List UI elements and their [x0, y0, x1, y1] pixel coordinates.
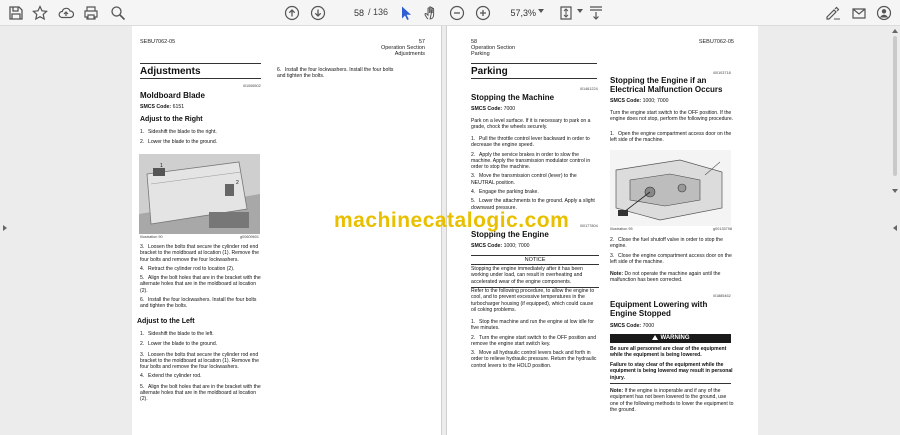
mail-icon[interactable]: [848, 2, 870, 24]
scroll-down-arrow-icon[interactable]: [892, 189, 898, 193]
fit-page-icon[interactable]: [555, 2, 577, 24]
figure-caption: Illustration 95: [610, 227, 633, 231]
elec-steps-2: 2. Close the fuel shutoff valve in order to stop the engine. 3. Close the engine compartment access door on the left side of the machine.: [610, 237, 732, 265]
account-icon[interactable]: [873, 2, 895, 24]
warning-triangle-icon: [652, 335, 658, 340]
figure-ref: g00133798: [713, 227, 733, 231]
section-title: Adjustments: [140, 66, 201, 77]
ref-code-elec: i00103718: [713, 71, 731, 75]
scroll-thumb[interactable]: [893, 36, 897, 176]
elec-note: Note: Do not operate the machine again until the malfunction has been corrected.: [610, 271, 721, 284]
lower-note: Note: If the engine is inoperable and if any of the equipment has not been lowered to the ground, use one of the following methods to lower the equipment to the ground.: [610, 388, 734, 413]
heading-equipment-lowering: Equipment Lowering with Engine Stopped: [610, 300, 708, 318]
zoom-in-icon[interactable]: [472, 2, 494, 24]
engine-para: Refer to the following procedure, to allow the engine to cool, and to prevent excessive temperatures in the turbocharger housing (if equipped), which could cause oil coking problems.: [471, 288, 595, 313]
zoom-level-input[interactable]: [502, 5, 536, 21]
doc-number: SEBU7062-05: [698, 39, 734, 45]
subsection-label: Parking: [471, 51, 490, 57]
warning-text-2: Failure to stay clear of the equipment while the equipment is being lowered may result in personal injury.: [610, 362, 733, 381]
smcs-code: SMCS Code: 7000: [471, 106, 516, 112]
stopping-intro: Park on a level surface. If it is necessary to park on a grade, chock the wheels securely.: [471, 118, 591, 131]
subsection-label: Adjustments: [394, 51, 425, 57]
smcs-code: SMCS Code: 6151: [140, 104, 185, 110]
figure-caption: Illustration 90: [140, 235, 163, 239]
heading-stopping-engine: Stopping the Engine: [471, 230, 549, 239]
fit-dropdown-chevron-icon[interactable]: [577, 9, 583, 13]
heading-electrical-malfunction: Stopping the Engine if an Electrical Malfunction Occurs: [610, 76, 723, 94]
notice-label: NOTICE: [524, 257, 546, 263]
scroll-mode-icon[interactable]: [585, 2, 607, 24]
warning-text-1: Be sure all personnel are clear of the equipment while the equipment is being lowered.: [610, 346, 727, 359]
figure-ref: g00609601: [240, 235, 260, 239]
doc-number: SEBU7062-05: [140, 39, 176, 45]
step-col2: 6. Install the four lockwashers. Install the four bolts and tighten the bolts.: [277, 67, 394, 80]
zoom-dropdown-chevron-icon[interactable]: [538, 9, 544, 13]
stopping-steps: 1. Pull the throttle control lever backward in order to decrease the engine speed. 2. Apply the service brakes in order to slow the machine. Apply the transmission modulator control in order to stop the machine. 3. Move the transmission control (lever) to the NEUTRAL position. 4. Engage the parking brake. 5. Lower the attachments to the ground. Apply a slight downward pressure.: [471, 136, 595, 211]
ref-code-lower: i01885462: [713, 294, 731, 298]
section-title: Parking: [471, 66, 508, 77]
watermark-text: machinecatalogic.com: [334, 209, 570, 232]
step-list-right-2: 3. Loosen the bolts that secure the cylinder rod end bracket to the moldboard at location (1). Remove the four bolts and remove the four lockwashers. 4. Retract the cylinder rod to location (2). 5. Align the bolt holes that are in the bracket with the alternate holes that are in the moldboard at location (2). 6. Install the four lockwashers. Install the four bolts and tighten the bolts.: [140, 244, 261, 310]
save-icon[interactable]: [5, 2, 27, 24]
ref-code: i01461224: [580, 87, 598, 91]
illustration-moldboard: [139, 154, 260, 234]
smcs-code-elec: SMCS Code: 1000; 7000: [610, 98, 669, 104]
smcs-code-engine: SMCS Code: 1000; 7000: [471, 243, 530, 249]
svg-text:1: 1: [160, 163, 163, 169]
heading-adjust-left: Adjust to the Left: [137, 318, 195, 325]
step-list-right-1: 1. Sideshift the blade to the right. 2. Lower the blade to the ground.: [140, 129, 218, 146]
heading-stopping-machine: Stopping the Machine: [471, 93, 555, 102]
heading-adjust-right: Adjust to the Right: [140, 116, 203, 123]
elec-intro: Turn the engine start switch to the OFF position. If the engine does not stop, perform the following procedure.: [610, 110, 734, 123]
hand-tool-icon[interactable]: [420, 2, 442, 24]
notice-text: Stopping the engine immediately after it has been working under load, can result in overheating and accelerated wear of the engine components.: [471, 266, 583, 285]
sign-pen-icon[interactable]: [822, 2, 844, 24]
step-list-left: 1. Sideshift the blade to the left. 2. Lower the blade to the ground. 3. Loosen the bolts that secure the cylinder rod end bracket to the moldboard at location (1). Remove the four bolts and remove the four lockwashers. 4. Extend the cylinder rod. 5. Align the bolt holes that are in the bracket with the alternate holes that are in the moldboard at location (2).: [140, 331, 261, 403]
page-total: / 136: [368, 7, 389, 17]
section-label: Operation Section: [471, 45, 516, 51]
page-number-label: 57: [418, 39, 425, 45]
page-number-input[interactable]: [338, 5, 364, 21]
smcs-code-lower: SMCS Code: 7000: [610, 323, 655, 329]
section-label: Operation Section: [380, 45, 425, 51]
pdf-toolbar: [0, 0, 900, 26]
elec-steps-1: 1. Open the engine compartment access door on the left side of the machine.: [610, 131, 732, 144]
illustration-fuel-valve: [610, 150, 731, 226]
engine-steps: 1. Stop the machine and run the engine at low idle for five minutes. 2. Turn the engine start switch to the OFF position and remove the engine start switch key. 3. Move all hydraulic control levers back and forth in order to relieve hydraulic pressure. Return the hydraulic control levers to the HOLD position.: [471, 319, 597, 369]
select-cursor-icon[interactable]: [395, 2, 417, 24]
expand-left-panel-icon[interactable]: [3, 225, 7, 231]
svg-text:2: 2: [236, 180, 239, 186]
print-icon[interactable]: [80, 2, 102, 24]
notice-box: [471, 255, 599, 288]
zoom-out-icon[interactable]: [446, 2, 468, 24]
ref-code: i01006502: [243, 84, 261, 88]
warning-header: WARNING: [610, 334, 731, 343]
upload-cloud-icon[interactable]: [55, 2, 77, 24]
previous-page-icon[interactable]: [281, 2, 303, 24]
zoom-search-icon[interactable]: [107, 2, 129, 24]
heading-moldboard: Moldboard Blade: [140, 91, 205, 100]
bookmark-star-icon[interactable]: [29, 2, 51, 24]
ref-code-engine: i00177804: [580, 224, 598, 228]
next-page-icon[interactable]: [307, 2, 329, 24]
page-number-label: 58: [471, 39, 478, 45]
scroll-up-arrow-icon[interactable]: [892, 29, 898, 33]
vertical-scrollbar[interactable]: [890, 26, 900, 435]
